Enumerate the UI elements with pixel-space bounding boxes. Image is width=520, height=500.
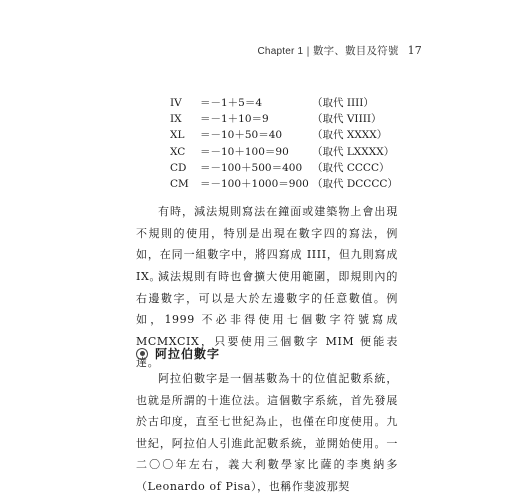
section-heading-text: 阿拉伯數字	[155, 347, 221, 361]
section-heading	[136, 345, 220, 362]
body-paragraph: 減法規則有時也會擴大使用範圍，即規則內的右邊數字，可以是大於左邊數字的任意數值。例如，1999 不必非得使用七個數字符號寫成 MCMXCIX，只要使用三個數字 MIM 便能表達。	[136, 270, 398, 369]
roman-note: （取代 IIII）	[312, 97, 374, 109]
roman-expression: ＝－100＋1000＝900	[200, 178, 309, 191]
roman-numeral: XL	[170, 129, 185, 142]
chapter-title: 數字、數目及符號	[312, 45, 399, 57]
roman-row	[170, 127, 398, 143]
roman-note: （取代 DCCCC）	[312, 178, 398, 191]
roman-note: （取代 VIIII）	[312, 113, 382, 126]
roman-row	[170, 144, 398, 160]
roman-numeral: IX	[170, 113, 182, 126]
running-header	[258, 43, 422, 58]
chapter-label: Chapter 1	[257, 46, 304, 57]
roman-row	[170, 160, 398, 176]
body-paragraph: 有時，減法規則寫法在鐘面或建築物上會出現不規則的使用，特別是出現在數字四的寫法，例如，在同一組數字中，將四寫成 IIII，但九則寫成 IX。	[136, 205, 398, 283]
roman-expression: ＝－10＋50＝40	[200, 129, 283, 142]
page-number: 17	[407, 44, 422, 57]
roman-numeral-table	[170, 95, 398, 192]
roman-note: （取代 LXXXX）	[312, 145, 395, 158]
body-paragraph: 阿拉伯數字是一個基數為十的位值記數系統，也就是所謂的十進位法。這個數字系統，首先發展於古印度，直至七世紀為止，也僅在印度使用。九世紀，阿拉伯人引進此記數系統，並開始使用。一二〇〇年左右，義大利數學家比薩的李奧納多（Leonardo of Pisa），也稱作斐波那契	[136, 372, 398, 493]
roman-expression: ＝－1＋10＝9	[200, 113, 269, 126]
roman-note: （取代 XXXX）	[312, 129, 388, 142]
roman-numeral: CD	[170, 161, 187, 174]
roman-numeral: XC	[170, 145, 186, 158]
roman-numeral: IV	[170, 97, 182, 109]
circle-bullet-icon	[136, 348, 148, 360]
roman-expression: ＝－10＋100＝90	[200, 145, 289, 158]
header-separator: |	[306, 45, 310, 57]
roman-note: （取代 CCCC）	[312, 161, 390, 174]
roman-row	[170, 176, 398, 192]
roman-row	[170, 95, 398, 111]
roman-expression: ＝－1＋5＝4	[200, 97, 263, 109]
roman-numeral: CM	[170, 178, 189, 191]
roman-row	[170, 111, 398, 127]
roman-expression: ＝－100＋500＝400	[200, 161, 303, 174]
